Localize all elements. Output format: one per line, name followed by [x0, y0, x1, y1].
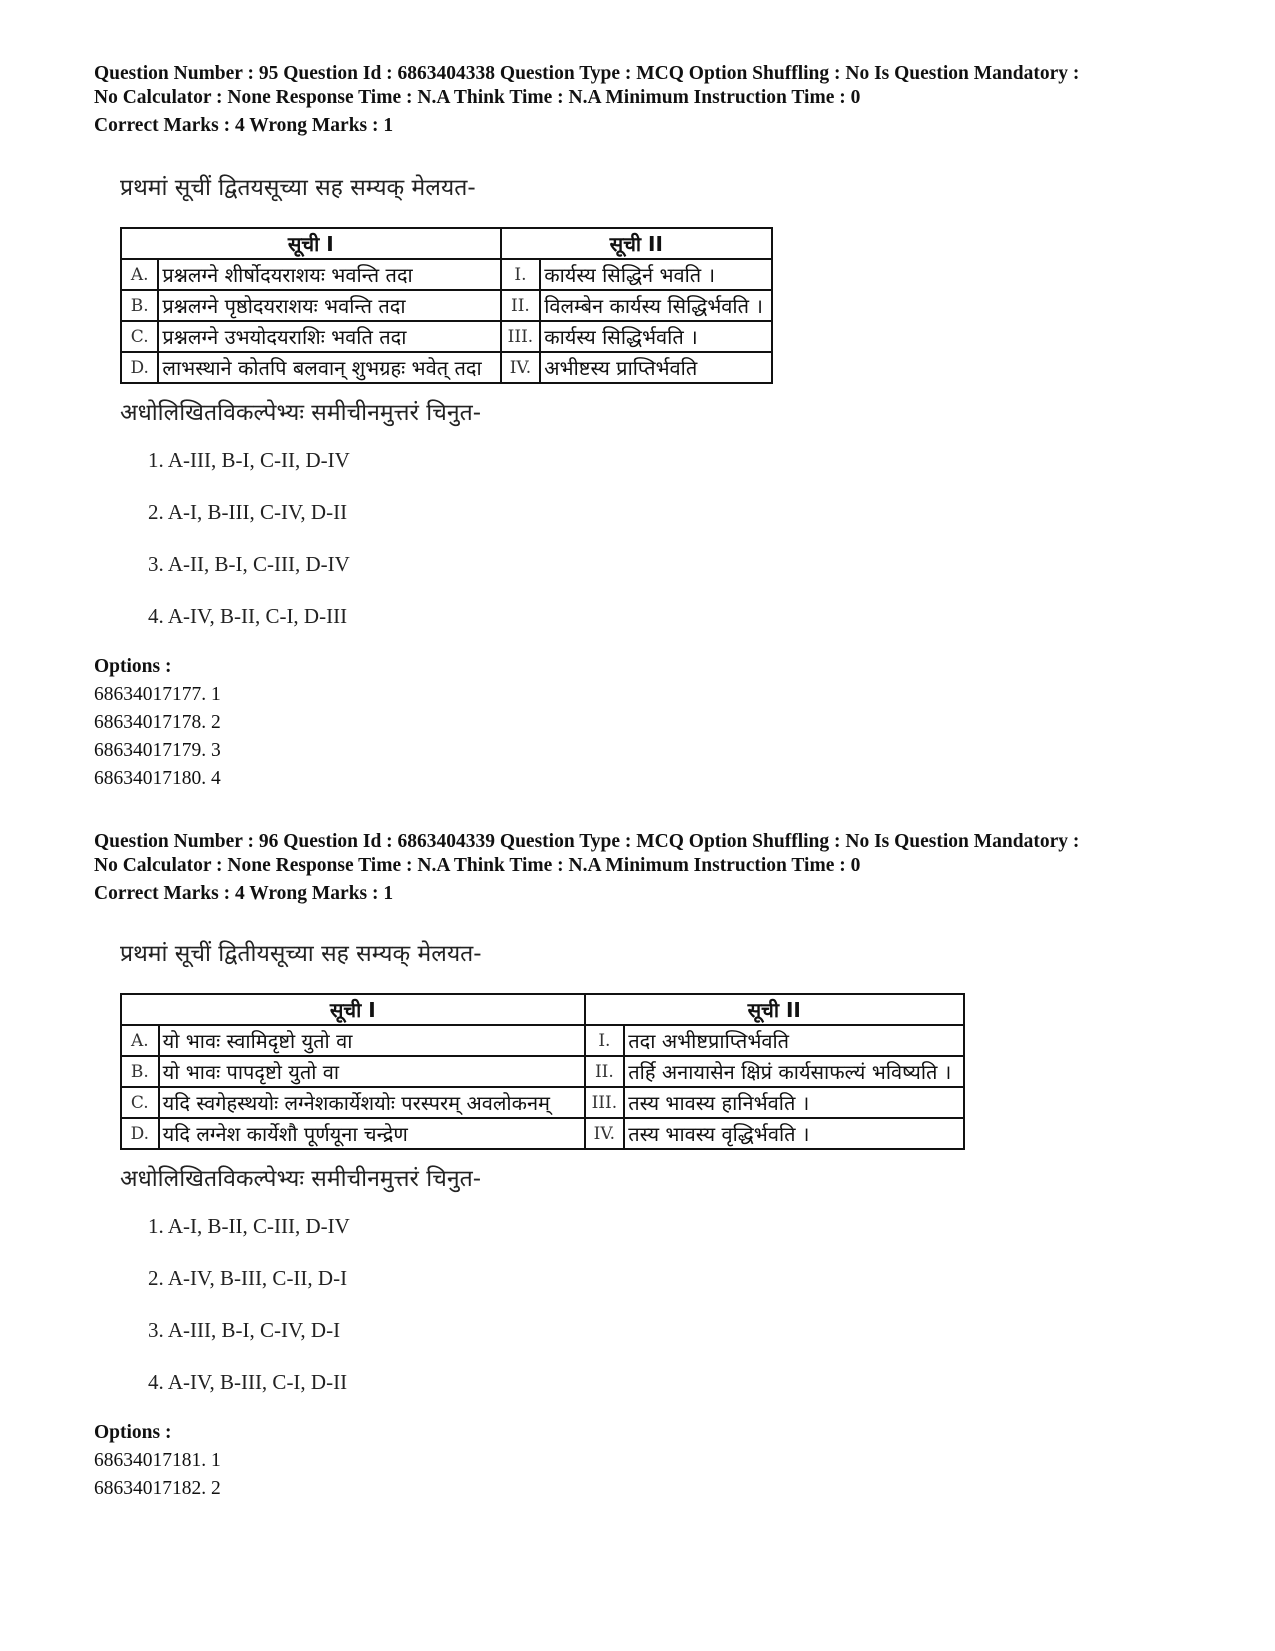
q96-meta-line1: Question Number : 96 Question Id : 6863404339 Question Type : MCQ Option Shuffling : No Is Question Mandatory : [94, 831, 1080, 852]
row-right-text: कार्यस्य सिद्धिर्न भवति । [540, 259, 772, 290]
row-left-text: प्रश्नलग्ने उभयोदयराशिः भवति तदा [158, 321, 500, 352]
row-label: D. [121, 352, 158, 383]
table-header [121, 228, 772, 259]
q95-option-id: 68634017177. 1 [94, 684, 221, 705]
q95-choice-2: 2. A-I, B-III, C-IV, D-II [148, 500, 348, 524]
q96-choice-3: 3. A-III, B-I, C-IV, D-I [148, 1318, 341, 1342]
q95-meta [94, 62, 1204, 138]
q95-instruction: अधोलिखितविकल्पेभ्यः समीचीनमुत्तरं चिनुत- [120, 400, 481, 426]
q96-instruction: अधोलिखितविकल्पेभ्यः समीचीनमुत्तरं चिनुत- [120, 1166, 481, 1192]
q96-option-id: 68634017182. 2 [94, 1478, 221, 1499]
q95-option-id: 68634017180. 4 [94, 768, 221, 789]
row-label: II. [501, 290, 541, 321]
table-row [121, 352, 772, 383]
table-header [121, 994, 964, 1025]
q95-meta-line2: No Calculator : None Response Time : N.A Think Time : N.A Minimum Instruction Time : 0 [94, 87, 861, 108]
row-label: II. [585, 1056, 625, 1087]
table-row [121, 1056, 964, 1087]
q95-marks: Correct Marks : 4 Wrong Marks : 1 [94, 115, 394, 136]
q96-header-list1: सूची I [121, 994, 585, 1025]
q96-marks: Correct Marks : 4 Wrong Marks : 1 [94, 883, 394, 904]
q96-meta-line2: No Calculator : None Response Time : N.A Think Time : N.A Minimum Instruction Time : 0 [94, 855, 861, 876]
row-label: C. [121, 1087, 159, 1118]
row-left-text: प्रश्नलग्ने पृष्ठोदयराशयः भवन्ति तदा [158, 290, 500, 321]
q96-option-id: 68634017181. 1 [94, 1450, 221, 1471]
q96-match-table [120, 993, 965, 1150]
row-label: D. [121, 1118, 159, 1149]
row-label: B. [121, 290, 158, 321]
row-left-text: प्रश्नलग्ने शीर्षोदयराशयः भवन्ति तदा [158, 259, 500, 290]
row-label: A. [121, 1025, 159, 1056]
q95-meta-line1: Question Number : 95 Question Id : 6863404338 Question Type : MCQ Option Shuffling : No Is Question Mandatory : [94, 63, 1080, 84]
q96-choice-1: 1. A-I, B-II, C-III, D-IV [148, 1214, 350, 1238]
row-right-text: तर्हि अनायासेन क्षिप्रं कार्यसाफल्यं भविष्यति । [624, 1056, 964, 1087]
q96-header-list2: सूची II [585, 994, 965, 1025]
row-left-text: यदि स्वगेहस्थयोः लग्नेशकार्येशयोः परस्परम् अवलोकनम् [159, 1087, 585, 1118]
row-label: I. [585, 1025, 625, 1056]
q96-choice-2: 2. A-IV, B-III, C-II, D-I [148, 1266, 348, 1290]
table-row [121, 1025, 964, 1056]
row-left-text: यो भावः पापदृष्टो युतो वा [159, 1056, 585, 1087]
row-right-text: तस्य भावस्य वृद्धिर्भवति । [624, 1118, 964, 1149]
row-label: A. [121, 259, 158, 290]
row-label: IV. [501, 352, 541, 383]
row-label: B. [121, 1056, 159, 1087]
row-right-text: विलम्बेन कार्यस्य सिद्धिर्भवति । [540, 290, 772, 321]
q95-choice-1: 1. A-III, B-I, C-II, D-IV [148, 448, 350, 472]
row-right-text: अभीष्टस्य प्राप्तिर्भवति [540, 352, 772, 383]
q95-header-list1: सूची I [121, 228, 501, 259]
q95-header-list2: सूची II [501, 228, 772, 259]
q95-choice-4: 4. A-IV, B-II, C-I, D-III [148, 604, 348, 628]
q96-meta [94, 830, 1204, 906]
table-row [121, 259, 772, 290]
q95-option-id: 68634017179. 3 [94, 740, 221, 761]
q96-options-title: Options : [94, 1422, 172, 1443]
row-label: C. [121, 321, 158, 352]
q95-match-table [120, 227, 773, 384]
row-label: III. [585, 1087, 625, 1118]
table-row [121, 1087, 964, 1118]
row-left-text: यो भावः स्वामिदृष्टो युतो वा [159, 1025, 585, 1056]
row-label: I. [501, 259, 541, 290]
row-right-text: कार्यस्य सिद्धिर्भवति । [540, 321, 772, 352]
q96-choice-4: 4. A-IV, B-III, C-I, D-II [148, 1370, 348, 1394]
row-left-text: लाभस्थाने कोतपि बलवान् शुभग्रहः भवेत् तदा [158, 352, 500, 383]
row-label: III. [501, 321, 541, 352]
table-row [121, 321, 772, 352]
row-right-text: तस्य भावस्य हानिर्भवति । [624, 1087, 964, 1118]
q95-options-title: Options : [94, 656, 172, 677]
table-row [121, 1118, 964, 1149]
row-label: IV. [585, 1118, 625, 1149]
q95-option-id: 68634017178. 2 [94, 712, 221, 733]
q95-prompt: प्रथमां सूचीं द्वितयसूच्या सह सम्यक् मेलयत- [120, 175, 476, 201]
row-right-text: तदा अभीष्टप्राप्तिर्भवति [624, 1025, 964, 1056]
table-row [121, 290, 772, 321]
q96-prompt: प्रथमां सूचीं द्वितीयसूच्या सह सम्यक् मेलयत- [120, 941, 482, 967]
q95-choice-3: 3. A-II, B-I, C-III, D-IV [148, 552, 350, 576]
row-left-text: यदि लग्नेश कार्येशौ पूर्णयूना चन्द्रेण [159, 1118, 585, 1149]
